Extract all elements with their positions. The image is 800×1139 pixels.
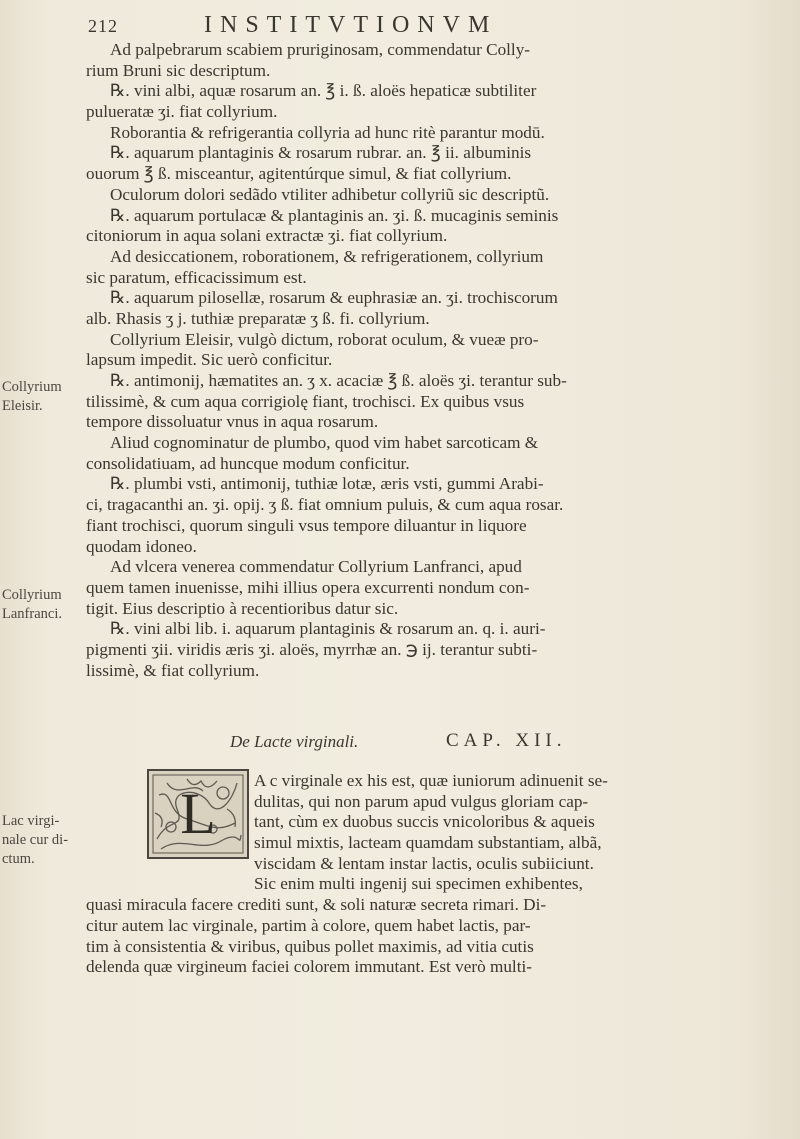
text-line: citoniorum in aqua solani extractæ ʒi. fiat collyrium. — [86, 226, 448, 246]
text-line: consolidatiuam, ad huncque modum conficitur. — [86, 453, 410, 473]
text-line: simul mixtis, lacteam quamdam substantiam, albã, — [254, 833, 602, 853]
text-line: quem tamen inuenisse, mihi illius opera excurrenti nondum con- — [86, 577, 530, 597]
text-line: Ad desiccationem, roborationem, & refrigerationem, collyrium — [110, 246, 544, 266]
text-line: ci, tragacanthi an. ʒi. opij. ʒ ß. fiat omnium puluis, & cum aqua rosar. — [86, 495, 564, 515]
text-line: ℞. antimonij, hæmatites an. ʒ x. acaciæ ℥ ß. aloës ʒi. terantur sub- — [110, 371, 567, 390]
text-line: ouorum ℥ ß. misceantur, agitentúrque simul, & fiat collyrium. — [86, 164, 512, 184]
chapter-label: CAP. XII. — [446, 730, 567, 751]
margin-note-line: Lac virgi- — [2, 813, 60, 829]
text-line: Collyrium Eleisir, vulgò dictum, roborat oculum, & vueæ pro- — [110, 329, 539, 349]
text-line: viscidam & lentam instar lactis, oculis subiiciunt. — [254, 853, 594, 873]
text-line: quasi miracula facere crediti sunt, & soli naturæ secreta rimari. Di- — [86, 895, 547, 915]
text-line: pulueratæ ʒi. fiat collyrium. — [86, 102, 278, 122]
margin-note-eleisir — [2, 378, 86, 416]
text-line: ℞. plumbi vsti, antimonij, tuthiæ lotæ, æris vsti, gummi Arabi- — [110, 474, 544, 494]
text-line: Oculorum dolori sedãdo vtiliter adhibetur collyriũ sic descriptũ. — [110, 184, 550, 204]
text-line: sic paratum, efficacissimum est. — [86, 267, 307, 287]
text-line: A c virginale ex his est, quæ iuniorum adinuenit se- — [254, 771, 608, 790]
margin-note-line: Eleisir. — [2, 398, 43, 414]
text-line: rium Bruni sic descriptum. — [86, 60, 271, 80]
initial-letter: L — [180, 781, 216, 846]
text-line: ℞. aquarum plantaginis & rosarum rubrar. an. ℥ ii. albuminis — [110, 143, 532, 163]
text-line: Roborantia & refrigerantia collyria ad hunc ritè parantur modū. — [110, 122, 545, 142]
text-line: ℞. vini albi, aquæ rosarum an. ℥ i. ß. aloës hepaticæ subtiliter — [110, 81, 537, 101]
text-line: pigmenti ʒii. viridis æris ʒi. aloës, myrrhæ an. ℈ ij. terantur subti- — [86, 639, 538, 659]
margin-note-lanfranci — [2, 586, 86, 624]
text-line: tempore dissoluatur vnus in aqua rosarum. — [86, 412, 379, 432]
text-line: ℞. vini albi lib. i. aquarum plantaginis & rosarum an. q. i. auri- — [110, 619, 546, 639]
margin-note-line: ctum. — [2, 851, 35, 867]
text-line: ℞. aquarum pilosellæ, rosarum & euphrasiæ an. ʒi. trochiscorum — [110, 288, 558, 308]
page-number: 212 — [88, 16, 118, 36]
text-line: Ad vlcera venerea commendatur Collyrium Lanfranci, apud — [110, 557, 522, 577]
text-line: tigit. Eius descriptio à recentioribus datur sic. — [86, 598, 399, 618]
text-line: Ad palpebrarum scabiem pruriginosam, commendatur Colly- — [110, 40, 531, 59]
margin-note-line: nale cur di- — [2, 832, 69, 848]
text-line: Sic enim multi ingenij sui specimen exhibentes, — [254, 874, 583, 894]
margin-note-line: Collyrium — [2, 379, 62, 395]
margin-note-line: Lanfranci. — [2, 606, 62, 622]
text-line: fiant trochisci, quorum singuli vsus tempore diluantur in liquore — [86, 515, 527, 535]
text-line: citur autem lac virginale, partim à colore, quem habet lactis, par- — [86, 915, 531, 935]
page-header — [86, 12, 726, 40]
chapter-heading — [230, 728, 690, 756]
text-line: lapsum impedit. Sic uerò conficitur. — [86, 350, 333, 370]
margin-note-lac — [2, 812, 86, 869]
text-line: tilissimè, & cum aqua corrigiolę fiant, trochisci. Ex quibus vsus — [86, 391, 525, 411]
text-line: tant, cùm ex duobus succis vnicoloribus & aqueis — [254, 812, 595, 832]
running-title: INSTITVTIONVM — [204, 12, 498, 38]
text-line: ℞. aquarum portulacæ & plantaginis an. ʒi. ß. mucaginis seminis — [110, 205, 559, 225]
margin-note-line: Collyrium — [2, 587, 62, 603]
text-line: Aliud cognominatur de plumbo, quod vim habet sarcoticam & — [110, 433, 539, 453]
chapter-paragraph — [86, 771, 728, 978]
text-line: quodam idoneo. — [86, 536, 197, 556]
text-line: dulitas, qui non parum apud vulgus gloriam cap- — [254, 791, 589, 811]
text-line: alb. Rhasis ʒ j. tuthiæ preparatæ ʒ ß. fi. collyrium. — [86, 308, 430, 328]
chapter-subtitle: De Lacte virginali. — [230, 732, 359, 751]
text-line: delenda quæ virgineum faciei colorem immutant. Est verò multi- — [86, 957, 532, 977]
text-line: tim à consistentia & viribus, quibus pollet maximis, ad vitia cutis — [86, 936, 534, 956]
body-text — [86, 40, 728, 681]
text-line: lissimè, & fiat collyrium. — [86, 660, 260, 680]
